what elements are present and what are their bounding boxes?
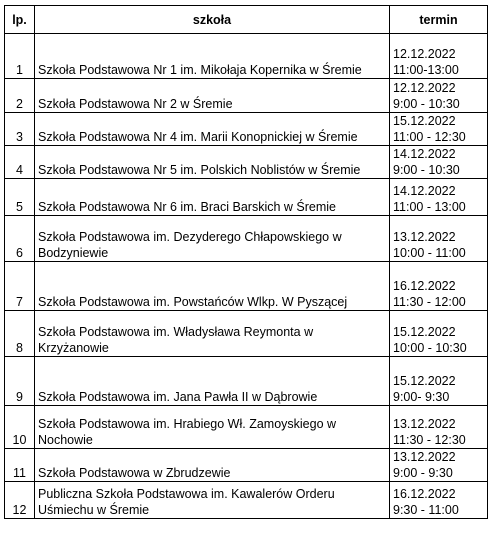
term-date: 13.12.2022 [393, 450, 456, 464]
term-cell [390, 146, 488, 179]
term-date: 15.12.2022 [393, 325, 456, 339]
school-name: Szkoła Podstawowa Nr 5 im. Polskich Noblistów w Śremie [35, 146, 390, 179]
header-row [5, 6, 488, 34]
row-number: 10 [5, 406, 35, 449]
term-time: 9:00- 9:30 [393, 390, 450, 404]
term-date: 14.12.2022 [393, 184, 456, 198]
row-number: 2 [5, 79, 35, 113]
term-time: 9:00 - 10:30 [393, 163, 460, 177]
table-row [5, 146, 488, 179]
table-row [5, 179, 488, 216]
term-time: 11:30 - 12:30 [393, 433, 466, 447]
term-time: 11:00-13:00 [393, 63, 459, 77]
school-name: Szkoła Podstawowa im. Jana Pawła II w Dąbrowie [35, 357, 390, 406]
term-time: 9:00 - 10:30 [393, 97, 460, 111]
term-cell [390, 262, 488, 311]
table-row [5, 34, 488, 79]
term-cell [390, 179, 488, 216]
table-row [5, 79, 488, 113]
term-cell [390, 449, 488, 482]
table-row [5, 406, 488, 449]
term-date: 15.12.2022 [393, 374, 456, 388]
row-number: 1 [5, 34, 35, 79]
header-term: termin [390, 6, 488, 34]
term-date: 16.12.2022 [393, 279, 456, 293]
row-number: 9 [5, 357, 35, 406]
schedule-table [4, 5, 488, 519]
term-date: 15.12.2022 [393, 114, 456, 128]
term-cell [390, 482, 488, 519]
term-cell [390, 79, 488, 113]
term-date: 14.12.2022 [393, 147, 456, 161]
term-date: 13.12.2022 [393, 417, 456, 431]
school-name: Publiczna Szkoła Podstawowa im. Kawalerów Orderu Uśmiechu w Śremie [35, 482, 390, 519]
row-number: 5 [5, 179, 35, 216]
table-row [5, 357, 488, 406]
term-cell [390, 216, 488, 262]
school-name: Szkoła Podstawowa im. Dezyderego Chłapowskiego w Bodzyniewie [35, 216, 390, 262]
school-name: Szkoła Podstawowa Nr 2 w Śremie [35, 79, 390, 113]
table-row [5, 482, 488, 519]
term-time: 11:00 - 12:30 [393, 130, 466, 144]
term-cell [390, 34, 488, 79]
table-row [5, 262, 488, 311]
term-time: 9:00 - 9:30 [393, 466, 453, 480]
school-name: Szkoła Podstawowa im. Hrabiego Wł. Zamoyskiego w Nochowie [35, 406, 390, 449]
header-lp: lp. [5, 6, 35, 34]
row-number: 3 [5, 113, 35, 146]
row-number: 12 [5, 482, 35, 519]
school-name: Szkoła Podstawowa Nr 4 im. Marii Konopnickiej w Śremie [35, 113, 390, 146]
table-row [5, 113, 488, 146]
term-cell [390, 406, 488, 449]
row-number: 7 [5, 262, 35, 311]
term-date: 12.12.2022 [393, 81, 456, 95]
table-row [5, 216, 488, 262]
table-row [5, 449, 488, 482]
school-name: Szkoła Podstawowa w Zbrudzewie [35, 449, 390, 482]
term-cell [390, 113, 488, 146]
row-number: 11 [5, 449, 35, 482]
header-school: szkoła [35, 6, 390, 34]
school-name: Szkoła Podstawowa Nr 1 im. Mikołaja Kopernika w Śremie [35, 34, 390, 79]
term-time: 11:00 - 13:00 [393, 200, 466, 214]
term-cell [390, 311, 488, 357]
term-date: 16.12.2022 [393, 487, 456, 501]
term-time: 11:30 - 12:00 [393, 295, 466, 309]
row-number: 4 [5, 146, 35, 179]
term-date: 12.12.2022 [393, 47, 456, 61]
school-name: Szkoła Podstawowa im. Władysława Reymonta w Krzyżanowie [35, 311, 390, 357]
term-date: 13.12.2022 [393, 230, 456, 244]
term-cell [390, 357, 488, 406]
row-number: 6 [5, 216, 35, 262]
table-row [5, 311, 488, 357]
school-name: Szkoła Podstawowa im. Powstańców Wlkp. W Pyszącej [35, 262, 390, 311]
row-number: 8 [5, 311, 35, 357]
term-time: 10:00 - 11:00 [393, 246, 466, 260]
school-name: Szkoła Podstawowa Nr 6 im. Braci Barskich w Śremie [35, 179, 390, 216]
term-time: 10:00 - 10:30 [393, 341, 467, 355]
term-time: 9:30 - 11:00 [393, 503, 459, 517]
